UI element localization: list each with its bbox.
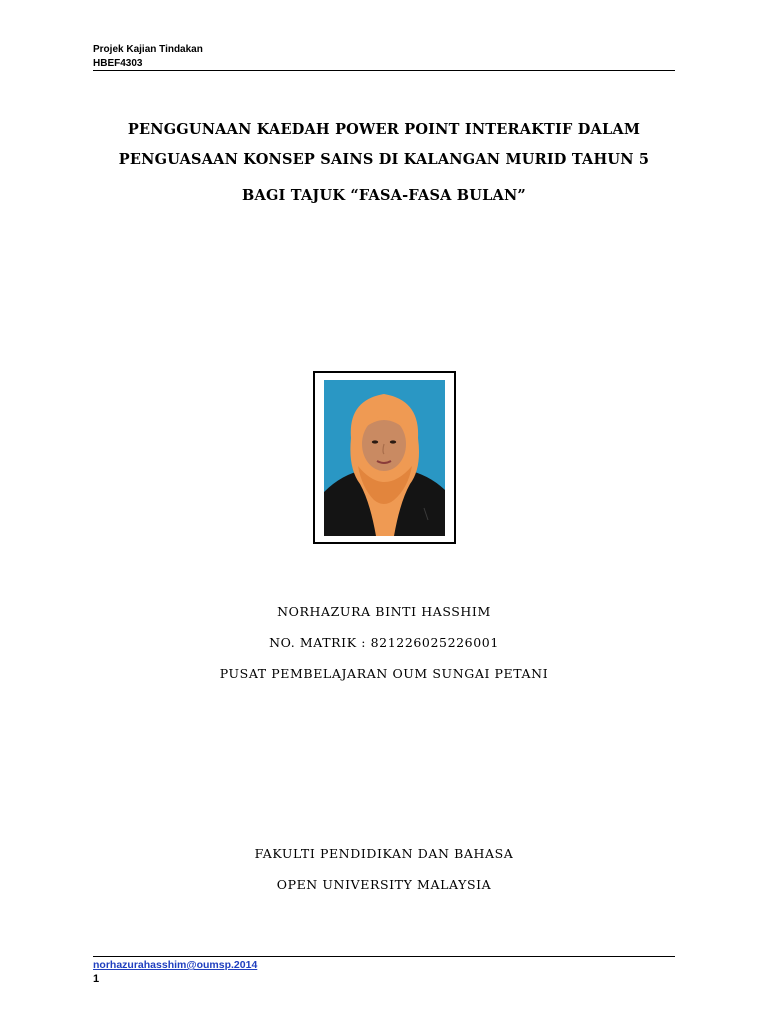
author-photo-frame xyxy=(313,371,456,544)
title-line-2: PENGUASAAN KONSEP SAINS DI KALANGAN MURID TAHUN 5 xyxy=(118,151,650,168)
title-line-1: PENGGUNAAN KAEDAH POWER POINT INTERAKTIF DALAM xyxy=(127,121,641,138)
title-line-3: BAGI TAJUK “FASA-FASA BULAN” xyxy=(242,187,526,204)
document-title xyxy=(60,118,708,208)
course-code: HBEF4303 xyxy=(93,58,143,69)
footer-divider xyxy=(93,956,675,957)
course-title: Projek Kajian Tindakan xyxy=(93,44,203,55)
author-name: NORHAZURA BINTI HASSHIM xyxy=(277,604,491,619)
learning-center: PUSAT PEMBELAJARAN OUM SUNGAI PETANI xyxy=(219,666,549,681)
author-info xyxy=(60,596,708,689)
university-name: OPEN UNIVERSITY MALAYSIA xyxy=(276,877,492,892)
matric-number: NO. MATRIK : 821226025226001 xyxy=(269,635,499,650)
footer-email-link[interactable]: norhazurahasshim@oumsp.2014 xyxy=(93,959,258,971)
author-photo xyxy=(324,380,445,536)
page-header xyxy=(93,43,203,71)
header-divider xyxy=(93,70,675,71)
portrait-image xyxy=(324,380,445,536)
faculty-name: FAKULTI PENDIDIKAN DAN BAHASA xyxy=(254,846,514,861)
faculty-info xyxy=(60,838,708,900)
page-number: 1 xyxy=(93,973,100,985)
